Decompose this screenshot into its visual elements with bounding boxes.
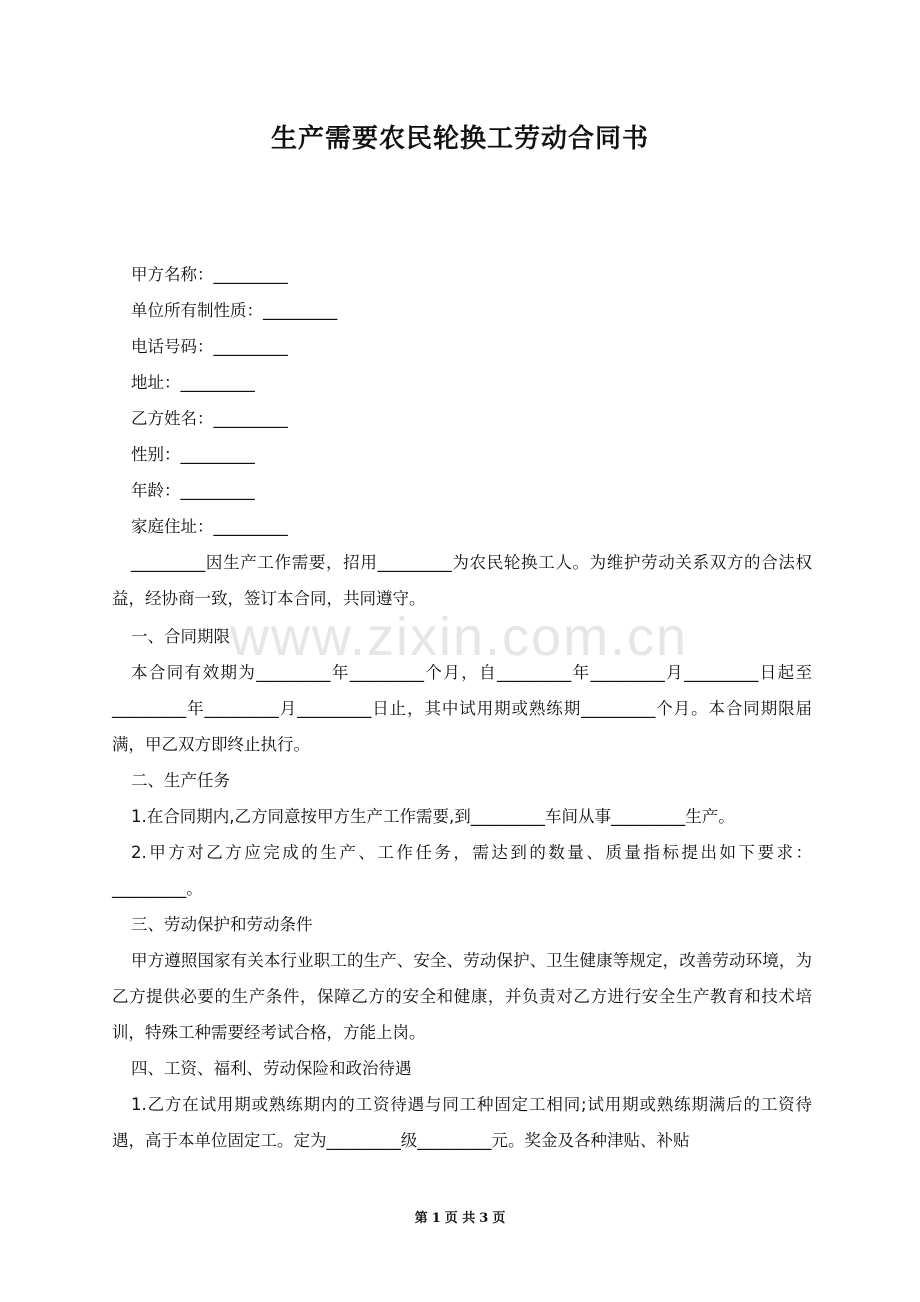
section-3-heading: 三、劳动保护和劳动条件 <box>131 915 313 934</box>
section-2-heading: 二、生产任务 <box>131 771 230 790</box>
document-title: 生产需要农民轮换工劳动合同书 <box>270 124 649 154</box>
section-4-item-1: 1.乙方在试用期或熟练期内的工资待遇与同工种固定工相同;试用期或熟练期满后的工资待遇，高于本单位固定工。定为_________级_________元。奖金及各种津贴、补贴 <box>112 1095 812 1150</box>
section-2-item-1: 1.在合同期内,乙方同意按甲方生产工作需要,到_________车间从事_________生产。 <box>131 807 735 826</box>
footer-total-pages: 3 <box>479 1211 489 1226</box>
phone-field: 电话号码：_________ <box>131 337 288 356</box>
address-field: 地址：_________ <box>131 373 255 392</box>
home-address-field: 家庭住址：_________ <box>131 517 288 536</box>
age-field: 年龄：_________ <box>131 481 255 500</box>
section-2-item-2: 2.甲方对乙方应完成的生产、工作任务，需达到的数量、质量指标提出如下要求：_________。 <box>112 843 812 898</box>
page-footer <box>0 1207 920 1226</box>
intro-paragraph: _________因生产工作需要，招用_________为农民轮换工人。为维护劳动关系双方的合法权益，经协商一致，签订本合同，共同遵守。 <box>112 553 812 608</box>
gender-field: 性别：_________ <box>131 445 255 464</box>
ownership-type-field: 单位所有制性质：_________ <box>131 301 338 320</box>
footer-suffix: 页 <box>492 1211 506 1226</box>
footer-page-number: 1 <box>431 1211 441 1226</box>
footer-mid: 页 共 <box>444 1211 476 1226</box>
party-a-name-field: 甲方名称：_________ <box>131 265 288 284</box>
footer-prefix: 第 <box>414 1211 428 1226</box>
section-1-paragraph: 本合同有效期为_________年_________个月，自_________年_________月_________日起至_________年_________月_________日止，其中试用期或熟练期_________个月。本合同期限届满，甲乙双方即终止执行。 <box>112 663 812 754</box>
section-4-heading: 四、工资、福利、劳动保险和政治待遇 <box>131 1059 412 1078</box>
watermark: www.zixin.com.cn <box>230 607 689 667</box>
section-1-heading: 一、合同期限 <box>131 627 230 646</box>
party-b-name-field: 乙方姓名：_________ <box>131 409 288 428</box>
section-3-paragraph: 甲方遵照国家有关本行业职工的生产、安全、劳动保护、卫生健康等规定，改善劳动环境，为乙方提供必要的生产条件，保障乙方的安全和健康，并负责对乙方进行安全生产教育和技术培训，特殊工种需要经考试合格，方能上岗。 <box>112 951 812 1042</box>
